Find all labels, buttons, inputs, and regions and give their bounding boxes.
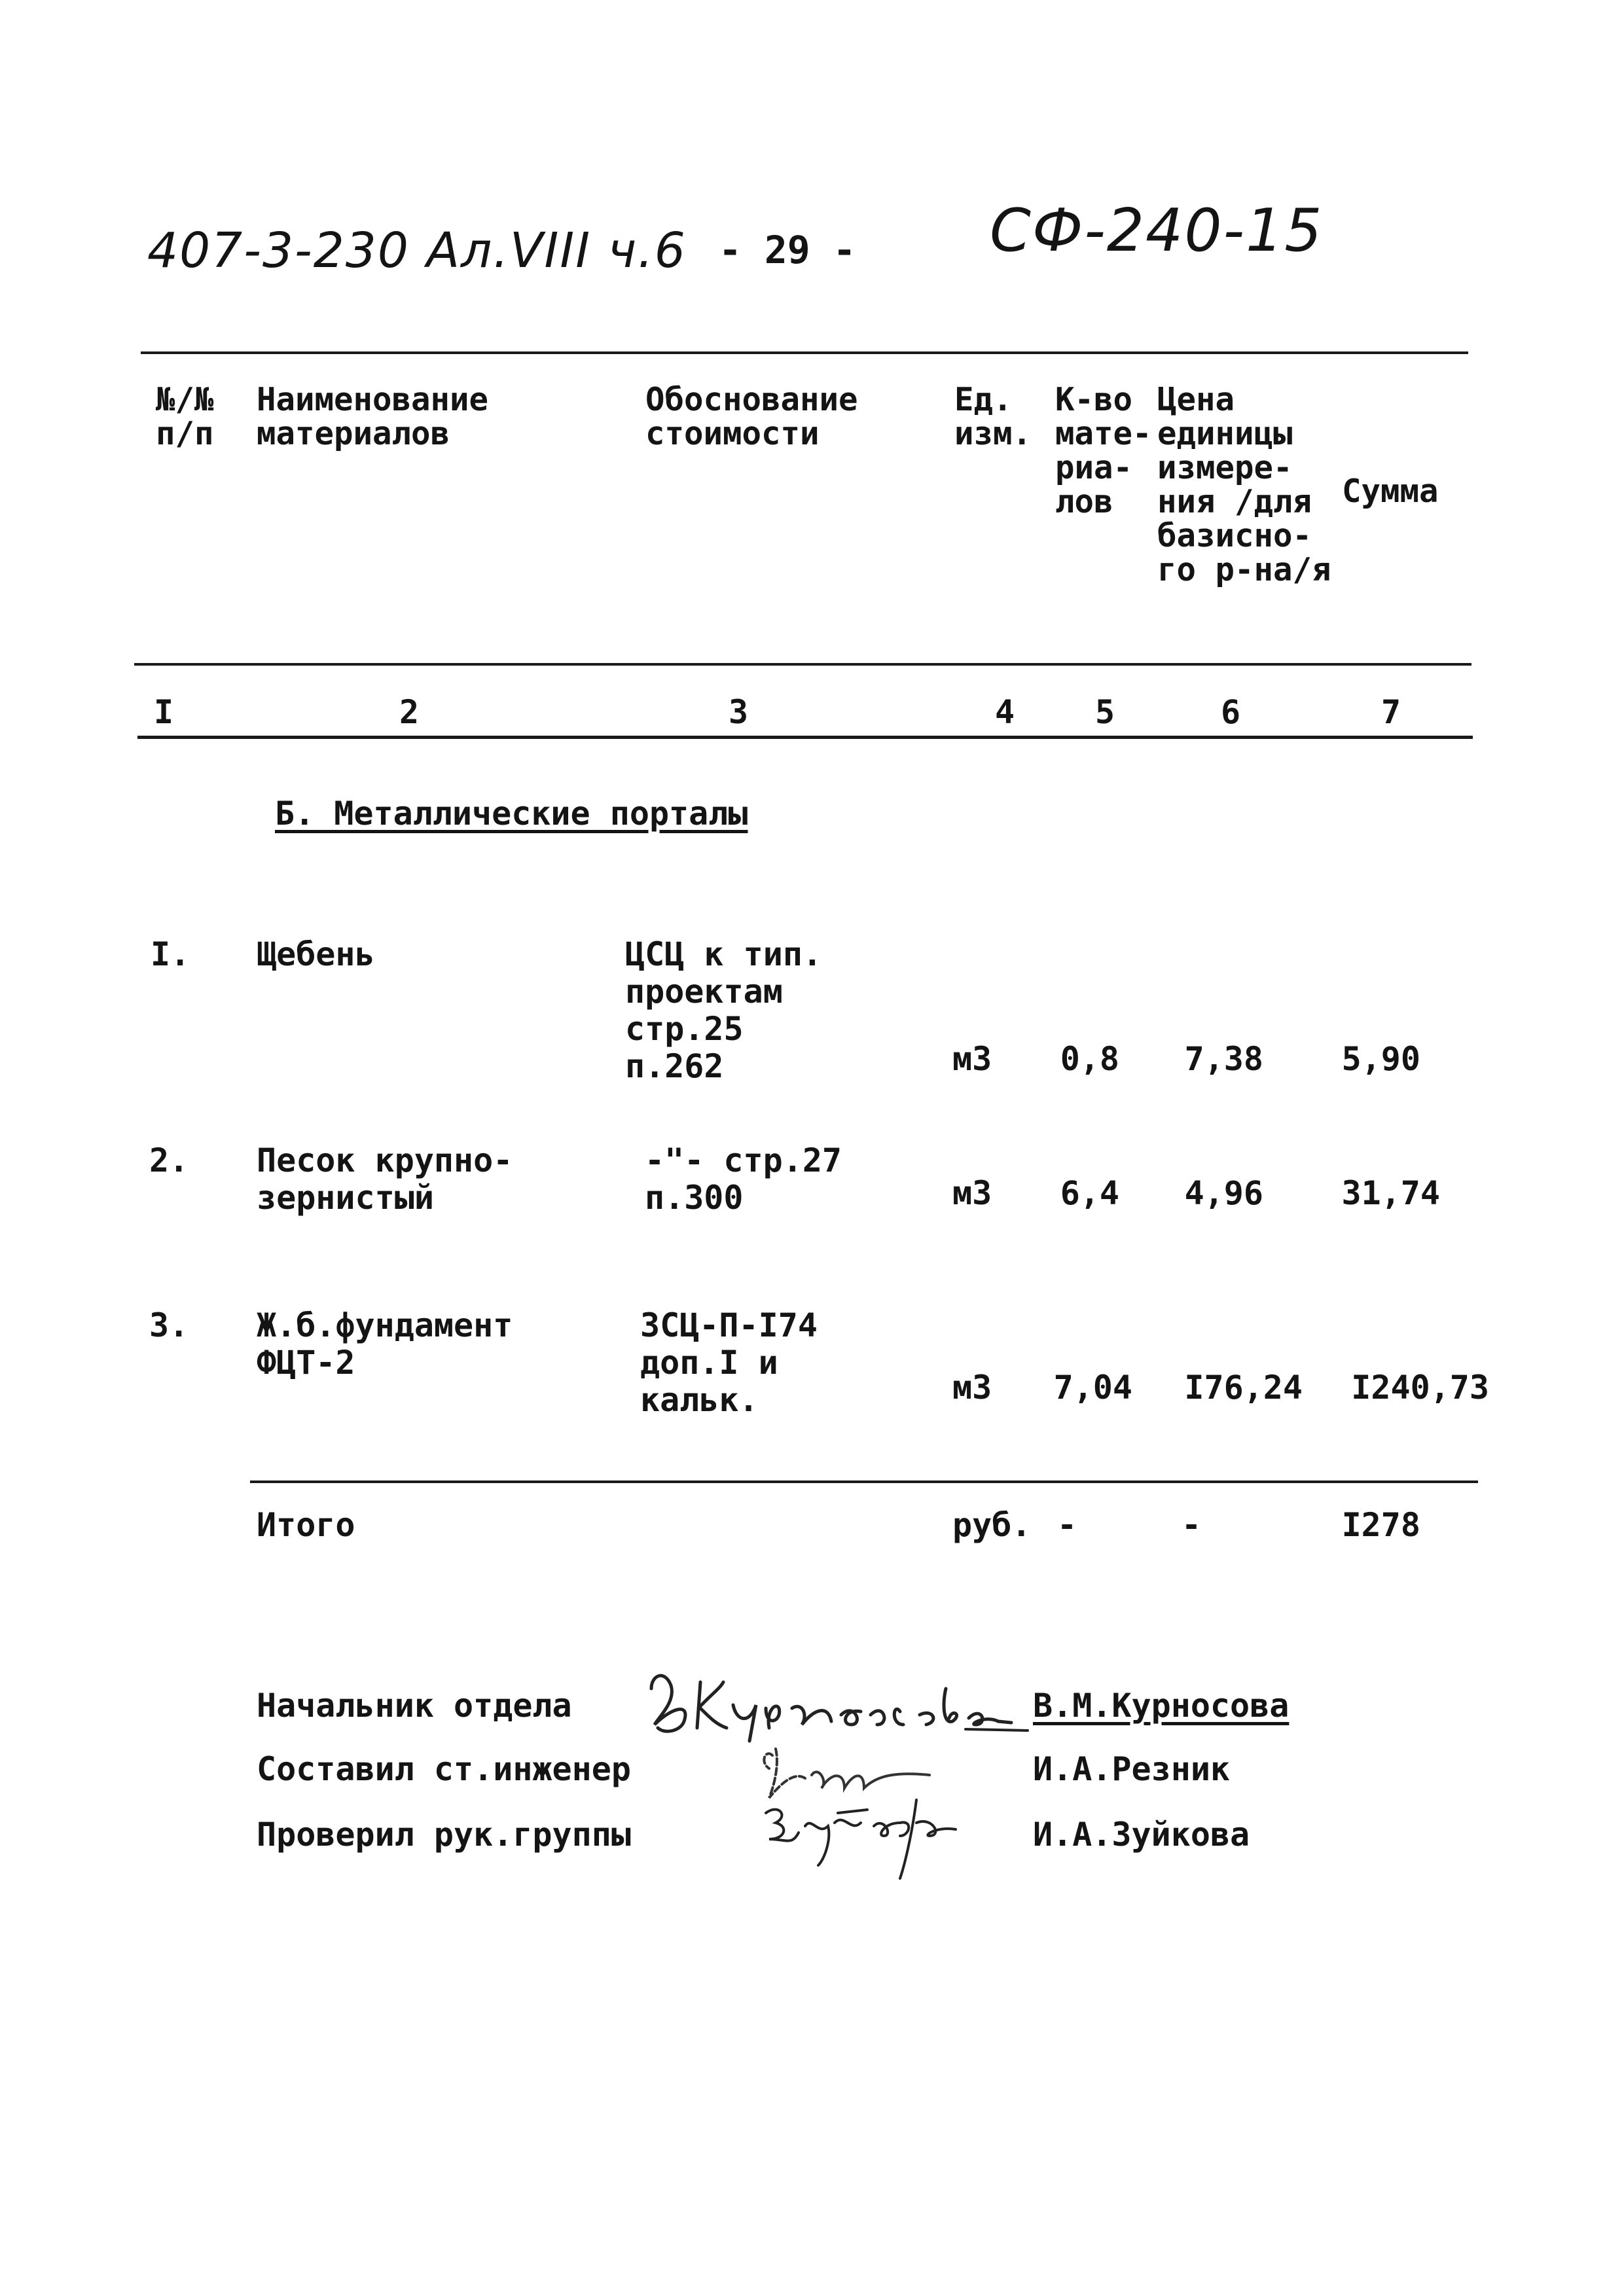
column-number-5: 5 [1094,693,1115,731]
total-price: - [1182,1506,1202,1544]
signature-role-2: Составил ст.инженер [257,1750,631,1788]
signature-zuykova [753,1787,969,1885]
row-3-price: I76,24 [1184,1369,1303,1407]
column-header-name: Наименование материалов [257,381,489,452]
row-2-sum: 31,74 [1341,1174,1440,1212]
row-2-basis: -"- стр.27 п.300 [645,1141,842,1217]
row-3-name: Ж.б.фундамент ФЦТ-2 [257,1306,513,1382]
row-1-name: Щебень [257,935,375,973]
sheet-code: СФ-240-15 [990,196,1324,265]
column-number-1: I [153,693,174,731]
column-header-price: Цена единицы измере- ния /для базисно- го р-на/я [1157,381,1331,588]
signature-role-3: Проверил рук.группы [257,1816,631,1854]
signature-name-3: И.А.Зуйкова [1033,1816,1250,1854]
column-number-3: 3 [728,693,749,731]
section-title: Б. Металлические порталы [275,795,748,833]
row-3-quantity: 7,04 [1053,1369,1132,1407]
column-header-unit: Ед. изм. [954,381,1032,452]
total-label: Итого [257,1506,355,1544]
signature-name-2: И.А.Резник [1033,1750,1231,1788]
row-1-unit: м3 [952,1040,992,1078]
column-number-4: 4 [994,693,1015,731]
row-2-quantity: 6,4 [1060,1174,1119,1212]
signature-kurnosova [645,1662,1031,1748]
column-header-number: №/№ п/п [156,381,214,452]
column-header-sum: Сумма [1342,473,1439,510]
row-1-price: 7,38 [1184,1040,1263,1078]
total-sum: I278 [1341,1506,1420,1544]
row-2-name: Песок крупно- зернистый [257,1141,513,1217]
signature-name-1: В.М.Курносова [1033,1687,1290,1725]
row-1-basis: ЦСЦ к тип. проектам стр.25 п.262 [625,935,823,1085]
column-header-basis: Обоснование стоимости [645,381,858,452]
total-unit: руб. [952,1506,1032,1544]
table-top-rule [141,351,1468,354]
row-3-unit: м3 [952,1369,992,1407]
column-header-quantity: К-во мате- риа- лов [1055,381,1152,520]
row-1-quantity: 0,8 [1060,1040,1119,1078]
row-3-number: 3. [149,1306,189,1344]
total-rule [250,1480,1478,1483]
row-1-number: I. [151,935,190,973]
row-2-number: 2. [149,1141,189,1179]
signature-role-1: Начальник отдела [257,1687,572,1725]
total-quantity: - [1057,1506,1077,1544]
row-3-sum: I240,73 [1351,1369,1489,1407]
row-1-sum: 5,90 [1341,1040,1420,1078]
page-number: - 29 - [719,228,856,272]
column-numbers-rule [137,736,1473,739]
column-number-2: 2 [399,693,420,731]
header-bottom-rule [134,663,1471,666]
column-number-7: 7 [1380,693,1401,731]
row-3-basis: ЗСЦ-П-I74 доп.I и кальк. [640,1306,818,1419]
row-2-price: 4,96 [1184,1174,1263,1212]
row-2-unit: м3 [952,1174,992,1212]
column-number-6: 6 [1220,693,1241,731]
document-code: 407-3-230 Ал.VIII ч.6 [147,223,687,279]
